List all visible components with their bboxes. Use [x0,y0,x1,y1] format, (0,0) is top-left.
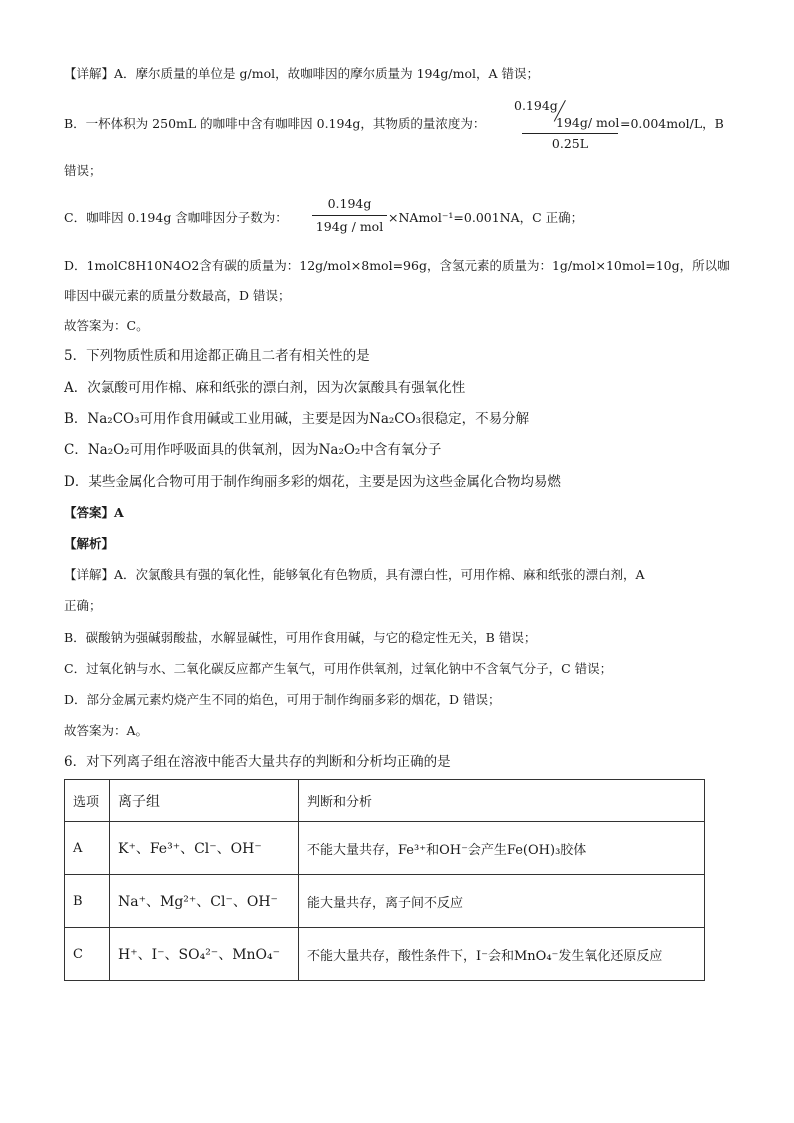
row-option: C [65,928,110,981]
row-option: B [65,875,110,928]
analysis-line-2: 正确； [64,598,102,613]
explain-line-7: 故答案为：C。 [64,318,149,333]
header-analysis: 判断和分析 [299,780,705,822]
table-header-row [65,780,705,822]
explain-line-6: 啡因中碳元素的质量分数最高，D 错误； [64,288,291,303]
row-ions: H⁺、I⁻、SO₄²⁻、MnO₄⁻ [110,928,299,981]
row-option: A [65,822,110,875]
header-option: 选项 [65,780,110,822]
explain-line-1: 【详解】A．摩尔质量的单位是 g/mol，故咖啡因的摩尔质量为 194g/mol，A 错误； [64,66,540,81]
fraction-bar [522,133,618,134]
analysis-line-1: 【详解】A．次氯酸具有强的氧化性，能够氧化有色物质，具有漂白性，可用作棉、麻和纸张的漂白剂，A [64,567,645,582]
ion-table [64,779,705,981]
analysis-line-4: C．过氧化钠与水、二氧化碳反应都产生氧气，可用作供氧剂，过氧化钠中不含氧气分子，C 错误； [64,661,613,676]
explain-line-2a: B．一杯体积为 250mL 的咖啡中含有咖啡因 0.194g，其物质的量浓度为： [64,116,486,131]
row-analysis: 能大量共存，离子间不反应 [299,875,705,928]
row-ions: Na⁺、Mg²⁺、Cl⁻、OH⁻ [110,875,299,928]
row-analysis: 不能大量共存，酸性条件下，I⁻会和MnO₄⁻发生氧化还原反应 [299,928,705,981]
explain-line-3: 错误； [64,163,102,178]
analysis-label: 【解析】 [64,536,115,551]
frac-num: 0.194g [514,98,558,113]
q5-option-d: D．某些金属化合物可用于制作绚丽多彩的烟花，主要是因为这些金属化合物均易燃 [64,474,561,490]
frac2-den: 194g / mol [315,219,384,234]
header-ions: 离子组 [110,780,299,822]
explain-line-4b: ×NAmol⁻¹=0.001NA，C 正确； [388,210,584,225]
fraction-2 [312,196,387,211]
analysis-line-5: D．部分金属元素灼烧产生不同的焰色，可用于制作绚丽多彩的烟花，D 错误； [64,692,501,707]
explain-line-5: D．1molC8H10N4O2含有碳的质量为：12g/mol×8mol=96g，含氢元素的质量为：1g/mol×10mol=10g，所以咖 [64,258,730,273]
analysis-line-3: B．碳酸钠为强碱弱酸盐，水解显碱性，可用作食用碱，与它的稳定性无关，B 错误； [64,630,537,645]
question-5: 5．下列物质性质和用途都正确且二者有相关性的是 [64,348,370,364]
question-6: 6．对下列离子组在溶液中能否大量共存的判断和分析均正确的是 [64,754,451,770]
frac2-num: 0.194g [327,196,372,211]
row-ions: K⁺、Fe³⁺、Cl⁻、OH⁻ [110,822,299,875]
row-analysis: 不能大量共存，Fe³⁺和OH⁻会产生Fe(OH)₃胶体 [299,822,705,875]
fraction2-bar [312,215,387,216]
frac-den: 0.25L [551,136,589,151]
table-row [65,875,705,928]
explain-line-2b: =0.004mol/L，B [620,116,724,131]
table-row [65,928,705,981]
q5-option-a: A．次氯酸可用作棉、麻和纸张的漂白剂，因为次氯酸具有强氧化性 [64,380,466,396]
frac-inner: 194g/ mol [556,115,620,130]
table-row [65,822,705,875]
q5-option-b: B．Na₂CO₃可用作食用碱或工业用碱，主要是因为Na₂CO₃很稳定，不易分解 [64,411,530,427]
q5-option-c: C．Na₂O₂可用作呼吸面具的供氧剂，因为Na₂O₂中含有氧分子 [64,442,442,458]
analysis-line-6: 故答案为：A。 [64,723,149,738]
explain-line-4a: C．咖啡因 0.194g 含咖啡因分子数为： [64,210,288,225]
answer-label: 【答案】A [64,505,124,520]
